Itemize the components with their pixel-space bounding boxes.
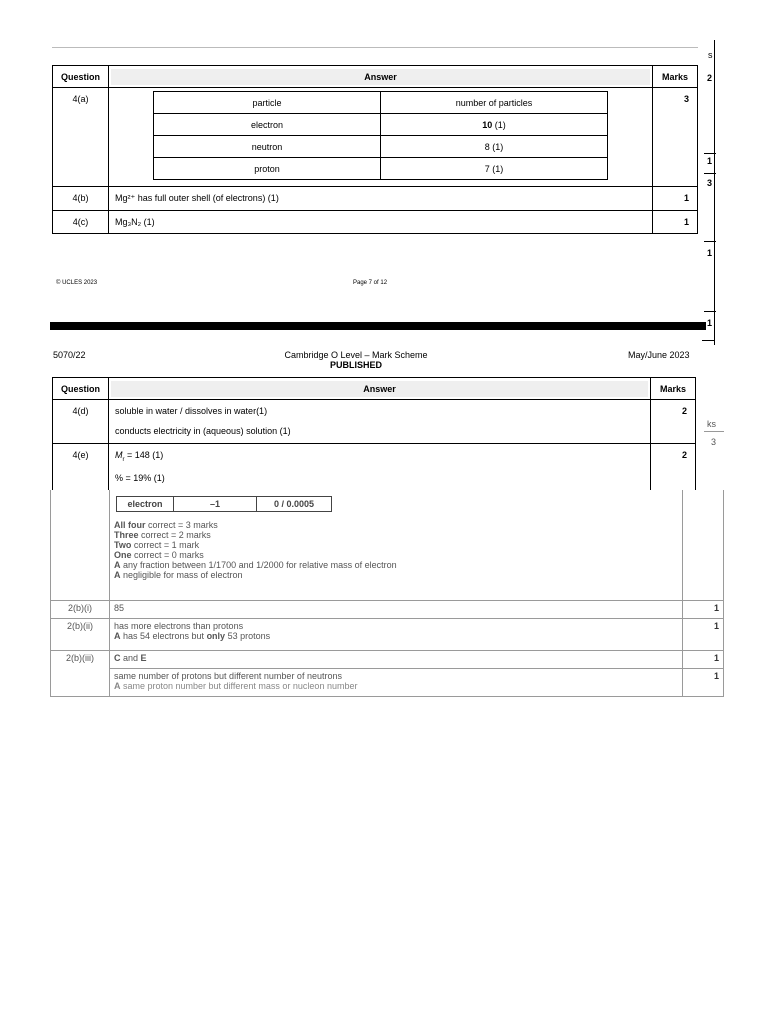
note-1 xyxy=(114,520,678,530)
question-2biii-cont xyxy=(51,668,110,696)
answer-2a-cont xyxy=(110,490,683,600)
count-electron-value: 10 xyxy=(482,119,493,130)
answer-2bii-mid: has 54 electrons but xyxy=(120,630,207,641)
mr-subscript: r xyxy=(122,456,125,463)
particle-electron: electron xyxy=(154,114,381,136)
answer-header: Answer xyxy=(111,69,650,85)
question-2bi: 2(b)(i) xyxy=(51,600,110,618)
page-3 xyxy=(50,490,724,702)
marks-4c: 1 xyxy=(653,211,698,234)
note-5 xyxy=(114,560,678,570)
answer-4e xyxy=(109,444,651,490)
edge-ks-3: 3 xyxy=(711,437,717,447)
marks-2bi: 1 xyxy=(683,600,724,618)
col-marks: Marks xyxy=(653,66,698,88)
note-2 xyxy=(114,530,678,540)
mr-symbol: M xyxy=(115,450,123,460)
edge-rule-4 xyxy=(704,311,716,312)
top-rule xyxy=(52,47,698,48)
electron-cell: electron xyxy=(117,497,174,512)
inner-header-number: number of particles xyxy=(381,92,608,114)
count-proton: 7 (1) xyxy=(381,158,608,180)
question-2a-cont xyxy=(51,490,110,600)
count-neutron: 8 (1) xyxy=(381,136,608,158)
answer-4e-line1 xyxy=(115,450,644,463)
mark-scheme-table-3 xyxy=(50,490,724,697)
accept-a-2bii: A xyxy=(114,630,121,641)
edge-mark-1: 1 xyxy=(707,156,713,166)
note-4-bold: One xyxy=(114,550,132,560)
answer-2biii-e: E xyxy=(140,652,147,663)
edge-letter: s xyxy=(708,50,713,60)
marks-2bii: 1 xyxy=(683,618,724,650)
answer-2biii-line3-text: same proton number but different mass or nucleon number xyxy=(120,680,358,691)
edge-rule-2 xyxy=(704,173,716,174)
edge-ks: ks xyxy=(707,419,716,429)
doc-title xyxy=(240,350,472,370)
edge-mark-3: 3 xyxy=(707,178,713,188)
question-4e: 4(e) xyxy=(53,444,109,490)
doc-code: 5070/22 xyxy=(53,350,86,360)
note-5-bold: A xyxy=(114,560,121,570)
page-2 xyxy=(0,340,700,490)
question-4b: 4(b) xyxy=(53,187,109,211)
answer-2bii-line1: has more electrons than protons xyxy=(114,620,244,631)
note-3-bold: Two xyxy=(114,540,132,550)
answer-4e-line2: % = 19% (1) xyxy=(115,472,165,483)
answer-2biii-line3 xyxy=(114,681,678,691)
answer-2biii-and: and xyxy=(120,652,141,663)
edge-line xyxy=(714,40,715,345)
accept-a-2biii: A xyxy=(114,680,121,691)
edge-rule-3 xyxy=(704,241,716,242)
answer-2biii-line2: same number of protons but different number of neutrons xyxy=(114,670,342,681)
answer-4c: Mg₃N₂ (1) xyxy=(109,211,653,234)
col-question: Question xyxy=(53,66,109,88)
col-answer-2 xyxy=(109,378,651,400)
note-6-bold: A xyxy=(114,570,121,580)
electron-mass: 0 / 0.0005 xyxy=(257,497,332,512)
marks-2biii-cont: 1 xyxy=(683,668,724,696)
particles-table xyxy=(153,91,608,180)
note-6-text: negligible for mass of electron xyxy=(120,570,243,580)
right-edge-page xyxy=(700,40,768,460)
answer-2biii-cont xyxy=(110,668,683,696)
note-2-text: correct = 2 marks xyxy=(138,530,211,540)
edge-rule-6 xyxy=(704,431,724,432)
answer-2bii-post: 53 protons xyxy=(225,630,271,641)
col-question-2: Question xyxy=(53,378,109,400)
answer-2biii-c: C xyxy=(114,652,121,663)
answer-4a xyxy=(109,88,653,187)
edge-mark-2: 2 xyxy=(707,73,713,83)
electron-row-table xyxy=(116,496,332,512)
question-4d: 4(d) xyxy=(53,400,109,444)
answer-4d-line1: soluble in water / dissolves in water(1) xyxy=(115,406,268,416)
doc-subtitle: PUBLISHED xyxy=(329,360,382,370)
doc-title-text: Cambridge O Level – Mark Scheme xyxy=(284,350,428,360)
note-1-text: correct = 3 marks xyxy=(145,520,218,530)
question-4a: 4(a) xyxy=(53,88,109,187)
count-electron-mark: (1) xyxy=(492,119,506,130)
question-4c: 4(c) xyxy=(53,211,109,234)
note-2-bold: Three xyxy=(114,530,139,540)
edge-mark-1b: 1 xyxy=(707,248,713,258)
col-answer xyxy=(109,66,653,88)
marks-2biii: 1 xyxy=(683,650,724,668)
answer-4b: Mg²⁺ has full outer shell (of electrons) (1) xyxy=(109,187,653,211)
mark-scheme-table-1 xyxy=(52,65,698,234)
question-2biii: 2(b)(iii) xyxy=(51,650,110,668)
doc-session: May/June 2023 xyxy=(628,350,690,360)
edge-mark-1c: 1 xyxy=(707,318,713,328)
answer-2bii-only: only xyxy=(206,630,226,641)
marks-2a-cont xyxy=(683,490,724,600)
marks-4a: 3 xyxy=(653,88,698,187)
note-3-text: correct = 1 mark xyxy=(131,540,200,550)
answer-header-2: Answer xyxy=(111,381,648,397)
note-1-bold: All four xyxy=(114,520,146,530)
particle-proton: proton xyxy=(154,158,381,180)
mark-scheme-table-2 xyxy=(52,377,696,490)
col-marks-2: Marks xyxy=(651,378,696,400)
marks-4d: 2 xyxy=(651,400,696,444)
answer-2biii xyxy=(110,650,683,668)
note-3 xyxy=(114,540,678,550)
answer-4d xyxy=(109,400,651,444)
answer-2bii-line2 xyxy=(114,631,678,641)
inner-header-particle: particle xyxy=(154,92,381,114)
note-4 xyxy=(114,550,678,560)
edge-rule-1 xyxy=(704,153,716,154)
marks-4b: 1 xyxy=(653,187,698,211)
note-6 xyxy=(114,570,678,580)
page-1 xyxy=(0,40,720,340)
mr-value: = 148 (1) xyxy=(124,450,164,460)
answer-4d-line2: conducts electricity in (aqueous) solution (1) xyxy=(115,426,291,436)
answer-2bi: 85 xyxy=(110,600,683,618)
answer-2bii xyxy=(110,618,683,650)
note-5-text: any fraction between 1/1700 and 1/2000 for relative mass of electron xyxy=(120,560,397,570)
page-separator-bar xyxy=(50,322,706,330)
edge-rule-5 xyxy=(702,340,714,341)
electron-charge: –1 xyxy=(174,497,257,512)
count-electron xyxy=(381,114,608,136)
footer-copyright: © UCLES 2023 xyxy=(56,280,98,286)
marks-4e: 2 xyxy=(651,444,696,490)
footer-page-number: Page 7 of 12 xyxy=(353,280,388,286)
question-2bii: 2(b)(ii) xyxy=(51,618,110,650)
note-4-text: correct = 0 marks xyxy=(131,550,204,560)
particle-neutron: neutron xyxy=(154,136,381,158)
